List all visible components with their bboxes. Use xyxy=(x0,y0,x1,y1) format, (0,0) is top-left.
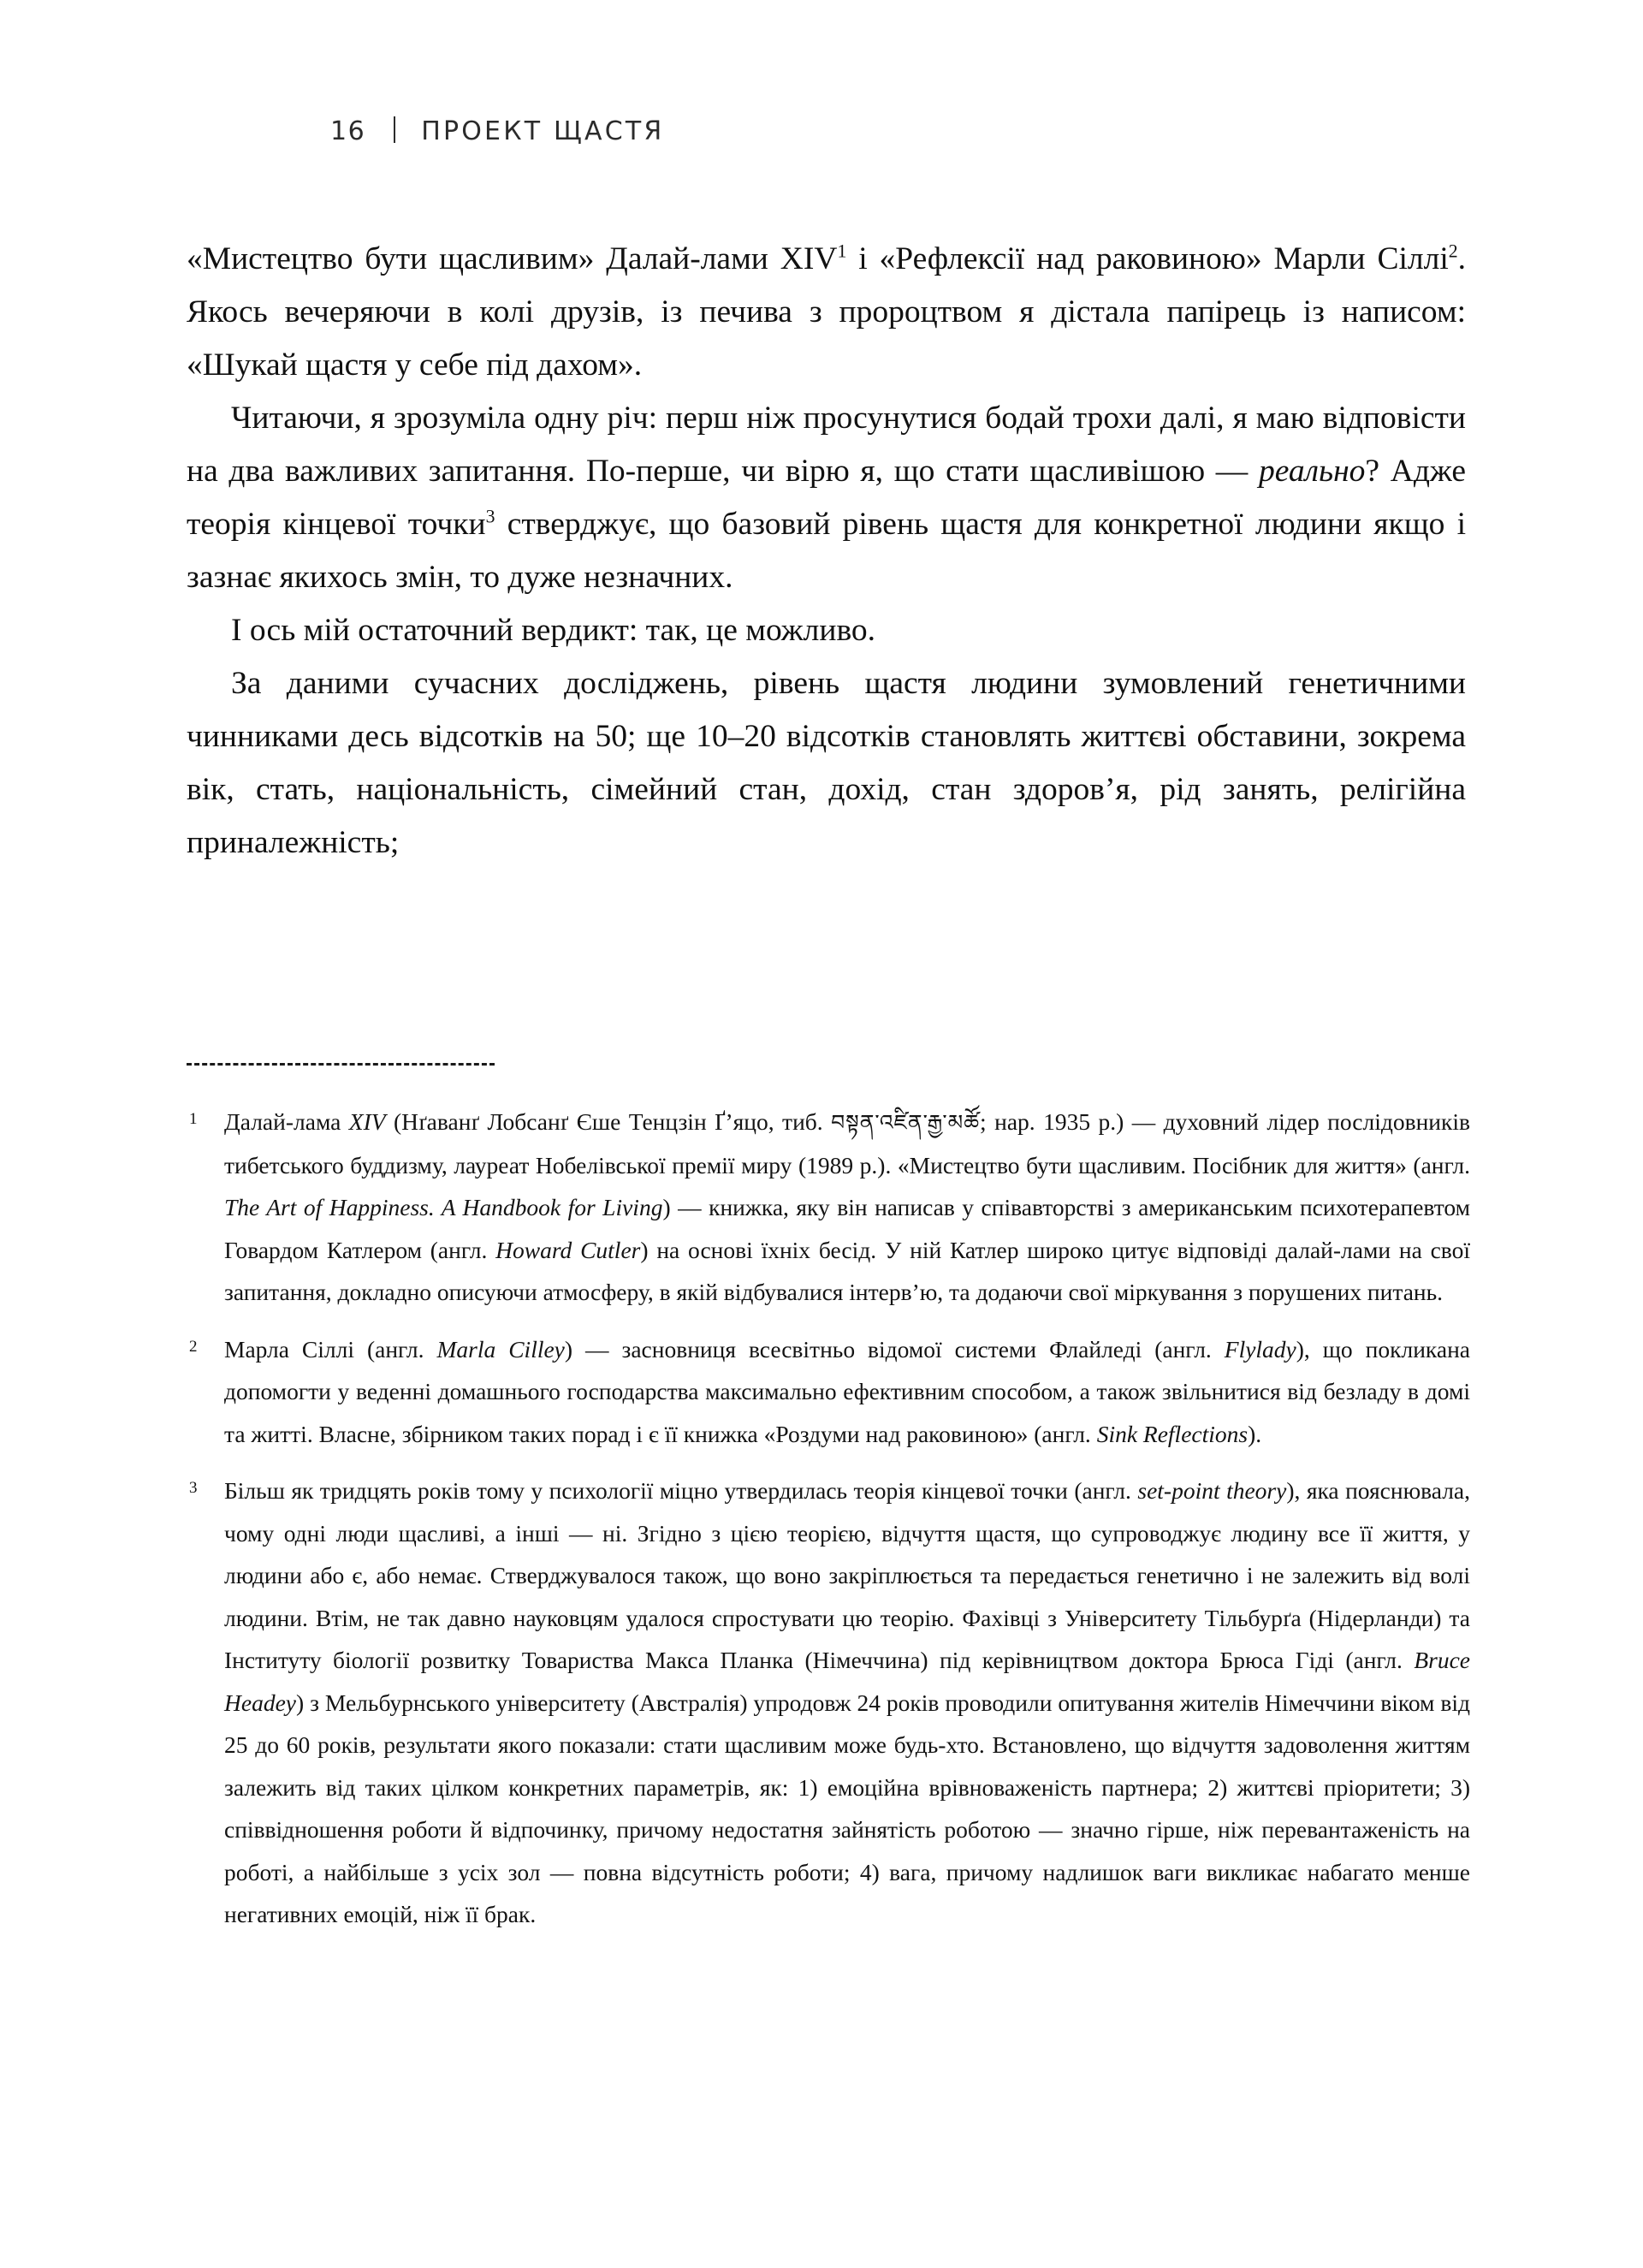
footnote-2-em-1: Marla Cilley xyxy=(436,1335,565,1363)
paragraph-1-seg-3: . Якось вечеряючи в колі друзів, із печива з пророцтвом я дістала папірець із написом: «Шукай щастя у себе під дахом». xyxy=(187,241,1466,383)
footnote-2-seg-2: ) — засновниця всесвітньо відомої системи Флайледі (англ. xyxy=(564,1335,1225,1363)
footnote-1-seg-4: ) — книжка, яку він написав у співавторстві з американським психотерапевтом Говардом Катлером (англ. xyxy=(224,1194,1471,1263)
paragraph-2-seg-3: стверджує, що базовий рівень щастя для конкретної людини якщо і зазнає якихось змін, то дуже незначних. xyxy=(187,507,1466,595)
footnote-marker: 1 xyxy=(189,1110,198,1128)
footnote-3-seg-2: ), яка пояснювала, чому одні люди щасливі, а інші — ні. Згідно з цією теорією, відчуття щастя, що супроводжує людину все її життя, у людини або є, або немає. Стверджувалося також, що воно закріплюється та передається генетично і не залежить від волі людини. Втім, не так давно науковцям удалося спростувати цю теорію. Фахівці з Університету Тільбурґа (Нідерланди) та Інституту біології розвитку Товариства Макса Планка (Німеччина) під керівництвом доктора Брюса Гіді (англ. xyxy=(224,1477,1471,1673)
footnote-text xyxy=(224,1328,1470,1456)
paragraph-2-seg-1: Читаючи, я зрозуміла одну річ: перш ніж просунутися бодай трохи далі, я маю відповісти на два важливих запитання. По-перше, чи вірю я, що стати щасливішою — xyxy=(187,401,1466,489)
footnote-2-seg-4: ). xyxy=(1248,1420,1262,1447)
footnote-marker: 3 xyxy=(189,1479,198,1497)
page-number: 16 xyxy=(330,116,366,146)
footnote-item xyxy=(187,1328,1470,1456)
footnote-item xyxy=(187,1101,1470,1314)
footnote-1-seg-1: Далай-лама xyxy=(224,1108,349,1135)
running-head-divider xyxy=(394,116,395,143)
footnote-1-seg-2: (Нґаванґ Лобсанґ Єше Тенцзін Ґ’яцо, тиб. xyxy=(385,1108,832,1135)
footnote-1-seg-5: ) на основі їхніх бесід. У ній Катлер широко цитує відповіді далай-лами на свої запитання, докладно описуючи атмосферу, в якій відбувалися інтерв’ю, та додаючи свої міркування з порушених питань. xyxy=(224,1236,1470,1305)
footnote-1-em-3: Howard Cutler xyxy=(495,1236,641,1263)
paragraph-2-seg-2: ? Адже теорія кінцевої точки xyxy=(187,454,1466,542)
footnote-2-em-3: Sink Reflections xyxy=(1096,1420,1249,1447)
paragraph-4: За даними сучасних досліджень, рівень щастя людини зумовлений генетичними чинниками десь відсотків на 50; ще 10–20 відсотків становлять життєві обставини, зокрема вік, стать, національність, сімейний стан, дохід, стан здоров’я, рід занять, релігійна приналежність; xyxy=(187,666,1466,860)
running-head xyxy=(330,113,664,146)
chapter-title: ПРОЕКТ ЩАСТЯ xyxy=(421,116,665,146)
footnote-ref-3[interactable]: 3 xyxy=(485,506,495,527)
footnote-3-seg-3: ) з Мельбурнського університету (Австралія) упродовж 24 років проводили опитування жителів Німеччини віком від 25 до 60 років, результати якого показали: стати щасливим може будь-хто. Встановлено, що відчуття задоволення життям залежить від таких цілком конкретних параметрів, як: 1) емоційна врівноваженість партнера; 2) життєві пріоритети; 3) співвідношення роботи й відпочинку, причому недостатня зайнятість роботою — значно гірше, ніж перевантаженість на роботі, а найбільше з усіх зол — повна відсутність роботи; 4) вага, причому надлишок ваги викликає набагато менше негативних емоцій, ніж її брак. xyxy=(224,1689,1470,1927)
tibetan-script: བསྟན་འཛིན་རྒྱ་མཚོ xyxy=(831,1110,981,1135)
footnote-3-em-1: set-point theory xyxy=(1137,1477,1287,1504)
footnote-ref-2[interactable]: 2 xyxy=(1448,240,1458,262)
footnote-1-em-1: XIV xyxy=(348,1108,386,1135)
paragraph-1 xyxy=(187,233,1466,392)
footnote-3-seg-1: Більш як тридцять років тому у психології міцно утвердилась теорія кінцевої точки (англ. xyxy=(224,1477,1138,1504)
footnote-1-em-2: The Art of Happiness. A Handbook for Living xyxy=(224,1194,663,1220)
footnote-2-seg-3: ), що покликана допомогти у веденні домашнього господарства максимально ефективним способом, а також звільнитися від безладу в домі та житті. Власне, збірником таких порад і є її книжка «Роздуми над раковиною» (англ. xyxy=(224,1335,1470,1447)
footnote-text xyxy=(224,1101,1470,1314)
paragraph-1-seg-2: і «Рефлексії над раковиною» Марли Сіллі xyxy=(846,241,1449,276)
paragraph-2 xyxy=(187,392,1466,604)
footnote-item xyxy=(187,1469,1470,1936)
footnote-1-seg-3: ; нар. 1935 р.) — духовний лідер послідовників тибетського буддизму, лауреат Нобелівської премії миру (1989 р.). «Мистецтво бути щасливим. Посібник для життя» (англ. xyxy=(224,1108,1471,1179)
body-text xyxy=(187,233,1466,870)
footnotes-block xyxy=(187,1101,1470,1936)
footnote-marker: 2 xyxy=(189,1337,198,1356)
footnote-text xyxy=(224,1469,1470,1936)
paragraph-1-seg-1: «Мистецтво бути щасливим» Далай-лами XIV xyxy=(187,241,838,276)
footnote-3-em-2: Bruce Headey xyxy=(224,1647,1470,1716)
footnote-2-seg-1: Марла Сіллі (англ. xyxy=(224,1335,437,1363)
paragraph-2-emphasis: реально xyxy=(1259,454,1366,489)
paragraph-3: І ось мій остаточний вердикт: так, це можливо. xyxy=(231,613,876,648)
footnote-2-em-2: Flylady xyxy=(1224,1335,1296,1363)
footnote-ref-1[interactable]: 1 xyxy=(837,240,847,262)
footnote-separator xyxy=(187,1063,495,1066)
